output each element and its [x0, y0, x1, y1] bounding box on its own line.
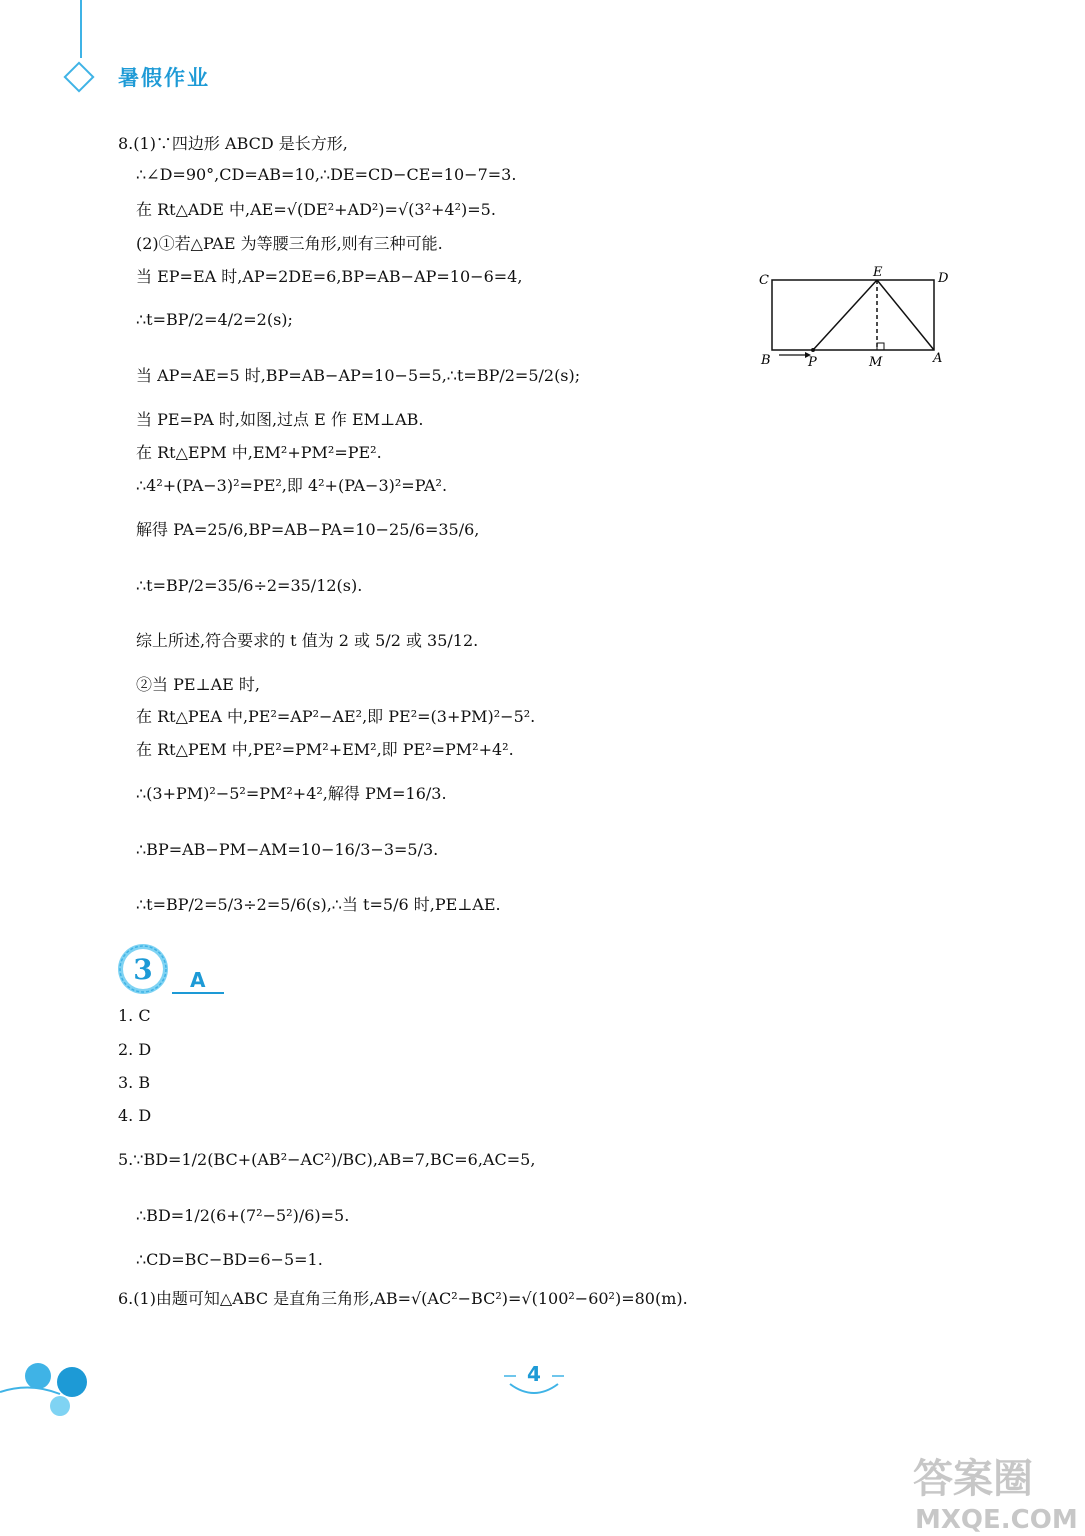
section-underline [172, 992, 224, 994]
solution-line: 在 Rt△PEM 中,PE²=PM²+EM²,即 PE²=PM²+4². [136, 740, 514, 759]
answer-line: 6.(1)由题可知△ABC 是直角三角形,AB=√(AC²−BC²)=√(100²−60²)=80(m). [118, 1289, 688, 1308]
page-header-title: 暑假作业 [118, 66, 210, 90]
solution-line: ∴(3+PM)²−5²=PM²+4²,解得 PM=16/3. [136, 784, 447, 803]
solution-line: ∴BP=AB−PM−AM=10−16/3−3=5/3. [136, 840, 439, 859]
solution-line: 当 AP=AE=5 时,BP=AB−AP=10−5=5,∴t=BP/2=5/2(s); [136, 366, 581, 385]
label-d: D [938, 271, 949, 286]
page-number: 4 [527, 1362, 541, 1386]
solution-line: ∴∠D=90°,CD=AB=10,∴DE=CD−CE=10−7=3. [136, 165, 517, 184]
answer-line: 1. C [118, 1006, 151, 1025]
section-letter: A [190, 968, 206, 992]
solution-line: ∴t=BP/2=35/6÷2=35/12(s). [136, 576, 363, 595]
solution-line: 在 Rt△EPM 中,EM²+PM²=PE². [136, 443, 382, 462]
section-number: 3 [133, 953, 153, 986]
label-p: P [808, 355, 817, 370]
answer-line: ∴BD=1/2(6+(7²−5²)/6)=5. [136, 1206, 350, 1225]
solution-line: 8.(1)∵四边形 ABCD 是长方形, [118, 134, 348, 153]
solution-line: ∴t=BP/2=4/2=2(s); [136, 310, 293, 329]
solution-line: 在 Rt△PEA 中,PE²=AP²−AE²,即 PE²=(3+PM)²−5². [136, 707, 536, 726]
solution-line: 在 Rt△ADE 中,AE=√(DE²+AD²)=√(3²+4²)=5. [136, 200, 496, 219]
answer-line: ∴CD=BC−BD=6−5=1. [136, 1250, 323, 1269]
solution-line: ②当 PE⊥AE 时, [136, 675, 260, 694]
solution-line: ∴4²+(PA−3)²=PE²,即 4²+(PA−3)²=PA². [136, 476, 448, 495]
rectangle-figure [755, 262, 955, 382]
label-a: A [933, 351, 943, 366]
diamond-icon [63, 61, 94, 92]
answer-line: 2. D [118, 1040, 152, 1059]
watermark-logo [905, 1448, 1080, 1534]
label-m: M [869, 355, 883, 370]
solution-line: (2)①若△PAE 为等腰三角形,则有三种可能. [136, 234, 443, 253]
solution-line: 解得 PA=25/6,BP=AB−PA=10−25/6=35/6, [136, 520, 480, 539]
answer-line: 5.∵BD=1/2(BC+(AB²−AC²)/BC),AB=7,BC=6,AC=5, [118, 1150, 536, 1169]
answer-line: 4. D [118, 1106, 152, 1125]
label-b: B [761, 353, 771, 368]
answer-line: 3. B [118, 1073, 151, 1092]
bubbles-decoration-icon [0, 1360, 100, 1420]
watermark-line1: 答案圈 [913, 1456, 1033, 1502]
section-badge-icon [116, 942, 170, 996]
watermark-line2: MXQE.COM [915, 1505, 1078, 1534]
label-e: E [873, 265, 883, 280]
label-c: C [759, 273, 769, 288]
header-vertical-rule [80, 0, 82, 58]
solution-line: 综上所述,符合要求的 t 值为 2 或 5/2 或 35/12. [136, 631, 479, 650]
solution-line: 当 EP=EA 时,AP=2DE=6,BP=AB−AP=10−6=4, [136, 267, 523, 286]
solution-line: 当 PE=PA 时,如图,过点 E 作 EM⊥AB. [136, 410, 424, 429]
solution-line: ∴t=BP/2=5/3÷2=5/6(s),∴当 t=5/6 时,PE⊥AE. [136, 895, 501, 914]
